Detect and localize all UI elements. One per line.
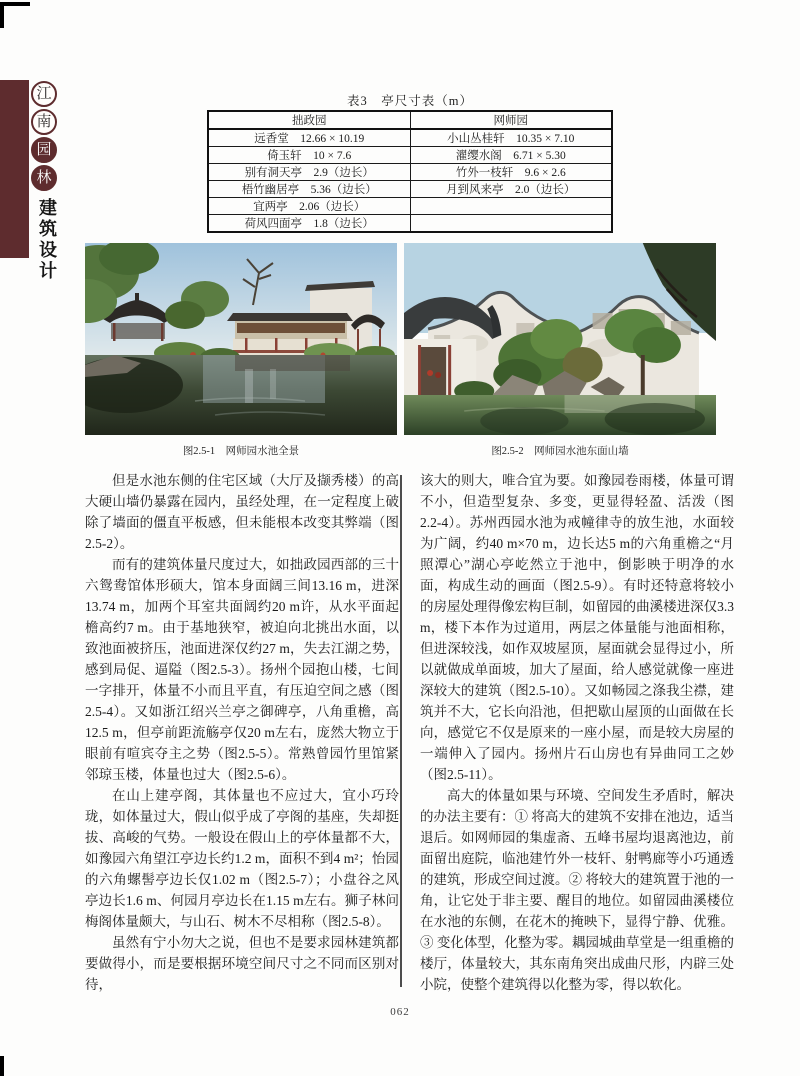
figure-1-caption: 图2.5-1 网师园水池全景	[182, 446, 300, 457]
paragraph: 虽然有宁小勿大之说，但也不是要求园林建筑都要做得小，而是要根据环境空间尺寸之不同而区别对待，	[85, 935, 399, 992]
table-row	[208, 164, 612, 181]
crop-mark-bottom-left-icon	[0, 1056, 4, 1076]
paragraph: 在山上建亭阁，其体量也不应过大，宜小巧玲珑，如体量过大，假山似乎成了亭阁的基座，失却挺拔、高峻的气势。一般设在假山上的亭体量都不大，如豫园六角望江亭边长约1.2 m，面积不到4 m²；怡园的六角螺髻亭边长仅1.02 m（图2.5-7）；小盘谷之风亭边长1.6 m、何园月亭边长在1.15 m左右。狮子林问梅阁体量颇大，与山石、树木不尽相称（图2.5-8）。	[85, 788, 399, 929]
figure-2	[404, 243, 716, 458]
table-cell: 别有洞天亭 2.9（边长）	[208, 164, 410, 181]
garden-gable-wall-photo	[404, 243, 716, 435]
figure-2-caption: 图2.5-2 网师园水池东面山墙	[491, 446, 629, 457]
table-cell: 濯缨水阁 6.71 × 5.30	[410, 147, 612, 164]
pavilion-size-table	[207, 110, 613, 233]
paragraph: 而有的建筑体量尺度过大，如拙政园西部的三十六鸳鸯馆体形硕大，馆本身面阔三间13.16 m，进深13.74 m，加两个耳室共面阔约20 m许，从水平面起檐高约7 m。由于基地狭窄，被迫向北挑出水面，以致池面被挤压，池面进深仅约27 m，失去江湖之势，感到局促、逼隘（图2.5-3）。扬州个园抱山楼，七间一字排开，体量不小而且平直，有压迫空间之感（图2.5-4）。又如浙江绍兴兰亭之御碑亭，八角重檐，高12.5 m，但亭前距流觞亭仅20 m左右，庞然大物立于眼前有喧宾夺主之势（图2.5-5）。常熟曾园竹里馆紧邻琼玉楼，体量也过大（图2.5-6）。	[85, 557, 399, 782]
spine-color-bar	[0, 80, 29, 258]
right-column	[420, 470, 734, 995]
table-row	[208, 129, 612, 147]
table-header-zhuozhengyuan: 拙政园	[208, 111, 410, 129]
garden-pond-panorama-photo	[85, 243, 397, 435]
paragraph: 该大的则大，唯合宜为要。如豫园卷雨楼，体量可谓不小，但造型复杂、多变，更显得轻盈、活泼（图2.2-4）。苏州西园水池为戒幢律寺的放生池，水面较为广阔，约40 m×70 m，边长达5 m的六角重檐之“月照潭心”湖心亭屹然立于池中，倒影映于明净的水面，构成生动的画面（图2.5-9）。有时还特意将较小的房屋处理得像宏构巨制，如留园的曲溪楼进深仅3.3 m，楼下本作为过道用，两层之体量能与池面相称，但进深较浅，如作双坡屋顶，屋面就会显得过小，所以就做成单面坡，加大了屋面，给人感觉就像一座进深较大的建筑（图2.5-10）。又如畅园之涤我尘襟，建筑并不大，它长向沿池，但把歇山屋顶的山面做在长向，感觉它不仅是原来的一座小屋，而是较大房屋的一端伸入了园内。扬州片石山房也有异曲同工之妙（图2.5-11）。	[420, 473, 734, 782]
table-cell	[410, 198, 612, 215]
seal-nan: 南	[31, 109, 57, 135]
page-number: 062	[390, 1006, 410, 1018]
spine-seals	[31, 81, 57, 191]
table-cell: 梧竹幽居亭 5.36（边长）	[208, 181, 410, 198]
spine-subtitle: 建筑设计	[37, 198, 57, 282]
table-cell: 竹外一枝轩 9.6 × 2.6	[410, 164, 612, 181]
table-cell: 荷风四面亭 1.8（边长）	[208, 215, 410, 233]
table-cell: 宜两亭 2.06（边长）	[208, 198, 410, 215]
table-cell: 远香堂 12.66 × 10.19	[208, 129, 410, 147]
figure-1	[85, 243, 397, 458]
table-cell: 倚玉轩 10 × 7.6	[208, 147, 410, 164]
table-cell	[410, 215, 612, 233]
table-row	[208, 147, 612, 164]
table-title: 表3 亭尺寸表（m）	[347, 94, 473, 108]
figure-block	[85, 243, 716, 458]
paragraph: 高大的体量如果与环境、空间发生矛盾时，解决的办法主要有：① 将高大的建筑不安排在池边，适当退后。如网师园的集虚斋、五峰书屋均退离池边，前面留出庭院，临池建竹外一枝轩、射鸭廊等小巧通透的建筑，形成空间过渡。② 将较大的建筑置于池的一角，让它处于非主要、醒目的地位。如留园曲溪楼位在水池的东侧，在花木的掩映下，显得宁静、优雅。③ 变化体型，化整为零。耦园城曲草堂是一组重檐的楼厅，体量较大，其东南角突出成曲尺形，内辟三处小院，使整个建筑得以化整为零，得以软化。	[420, 788, 734, 992]
table-cell: 小山丛桂轩 10.35 × 7.10	[410, 129, 612, 147]
seal-lin: 林	[31, 165, 57, 191]
body-text	[85, 470, 735, 995]
left-column	[85, 470, 399, 995]
table-row	[208, 215, 612, 233]
table-row	[208, 181, 612, 198]
table-row	[208, 198, 612, 215]
paragraph: 但是水池东侧的住宅区域（大厅及撷秀楼）的高大硬山墙仍暴露在园内，虽经处理，在一定程度上破除了墙面的僵直平板感，但未能根本改变其弊端（图2.5-2）。	[85, 473, 399, 551]
table-cell: 月到风来亭 2.0（边长）	[410, 181, 612, 198]
seal-jiang: 江	[31, 81, 57, 107]
seal-yuan: 园	[31, 137, 57, 163]
crop-mark-top-left-icon	[0, 2, 30, 28]
table-header-wangshiyuan: 网师园	[410, 111, 612, 129]
